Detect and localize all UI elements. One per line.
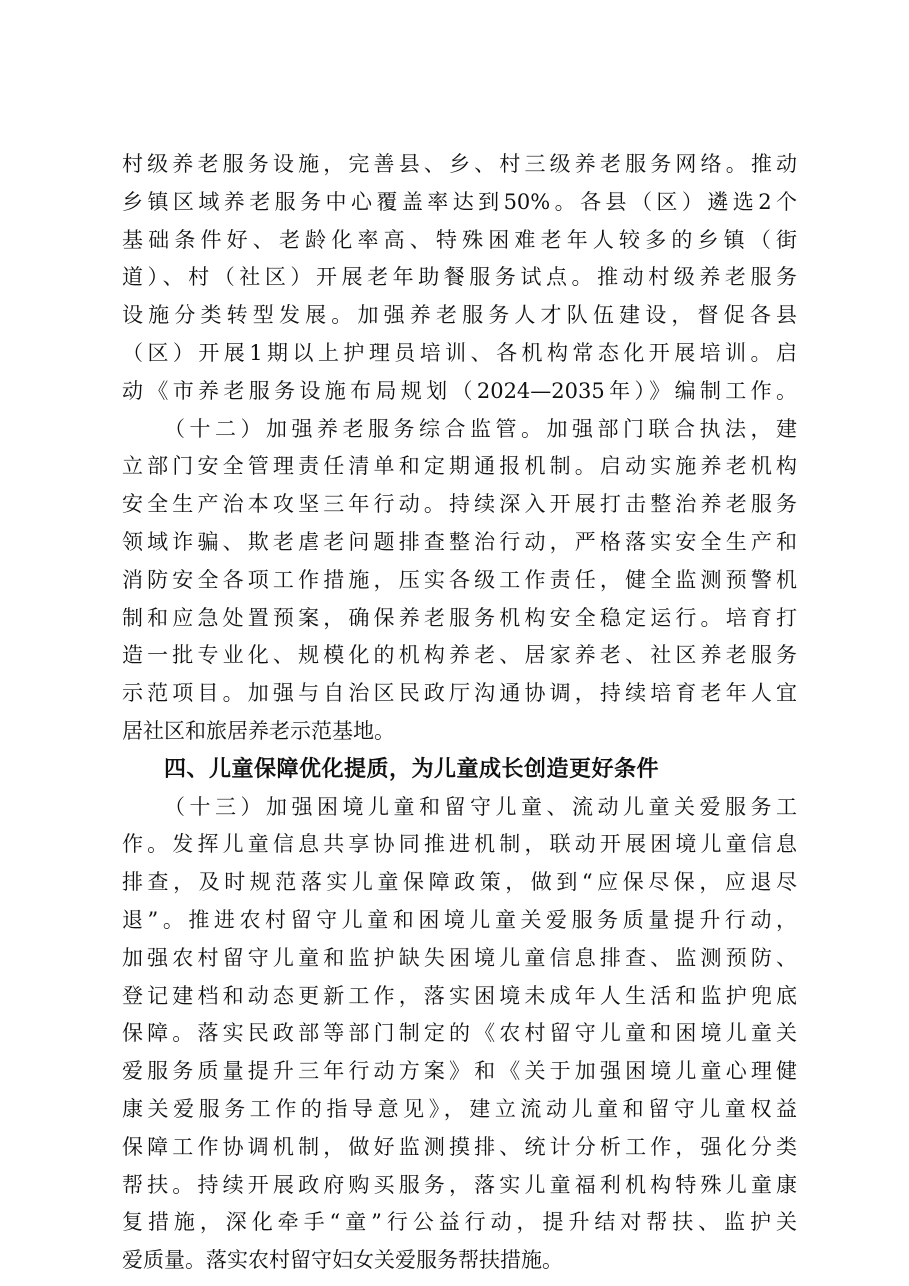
- paragraph-line: 居社区和旅居养老示范基地。: [122, 718, 395, 743]
- paragraph-line: 帮扶。持续开展政府购买服务，落实儿童福利机构特殊儿童康: [122, 1172, 797, 1197]
- paragraph-line: 安全生产治本攻坚三年行动。持续深入开展打击整治养老服务: [122, 492, 797, 517]
- paragraph-line: 村级养老服务设施，完善县、乡、村三级养老服务网络。推动: [122, 152, 797, 176]
- paragraph-line: 复措施，深化牵手“童”行公益行动，提升结对帮扶、监护关: [122, 1210, 797, 1235]
- paragraph-line: 立部门安全管理责任清单和定期通报机制。启动实施养老机构: [122, 454, 797, 479]
- paragraph-line: 造一批专业化、规模化的机构养老、居家养老、社区养老服务: [122, 643, 797, 668]
- paragraph-line: 爱服务质量提升三年行动方案》和《关于加强困境儿童心理健: [122, 1059, 797, 1084]
- paragraph-line: 基础条件好、老龄化率高、特殊困难老年人较多的乡镇（街: [122, 227, 797, 252]
- paragraph-line: 保障。落实民政部等部门制定的《农村留守儿童和困境儿童关: [122, 1021, 797, 1046]
- paragraph-line: （十三）加强困境儿童和留守儿童、流动儿童关爱服务工: [164, 794, 797, 819]
- paragraph-line: 乡镇区域养老服务中心覆盖率达到50%。各县（区）遴选2个: [122, 189, 797, 214]
- paragraph-line: 退”。推进农村留守儿童和困境儿童关爱服务质量提升行动，: [122, 907, 797, 932]
- paragraph-line: 道）、村（社区）开展老年助餐服务试点。推动村级养老服务: [122, 265, 797, 290]
- document-body: [122, 146, 797, 1280]
- paragraph-line: 康关爱服务工作的指导意见》，建立流动儿童和留守儿童权益: [122, 1096, 797, 1121]
- paragraph-line: 领域诈骗、欺老虐老问题排查整治行动，严格落实安全生产和: [122, 529, 797, 554]
- paragraph-line: 排查，及时规范落实儿童保障政策，做到“应保尽保，应退尽: [122, 870, 797, 895]
- paragraph-line: 制和应急处置预案，确保养老服务机构安全稳定运行。培育打: [122, 605, 797, 630]
- paragraph-line: （区）开展1期以上护理员培训、各机构常态化开展培训。启: [122, 340, 797, 365]
- paragraph-line: 示范项目。加强与自治区民政厅沟通协调，持续培育老年人宜: [122, 681, 797, 706]
- paragraph-line: 消防安全各项工作措施，压实各级工作责任，健全监测预警机: [122, 567, 797, 592]
- paragraph-line: 保障工作协调机制，做好监测摸排、统计分析工作，强化分类: [122, 1134, 797, 1159]
- section-heading: 四、儿童保障优化提质，为儿童成长创造更好条件: [164, 756, 660, 782]
- paragraph-line: 爱质量。落实农村留守妇女关爱服务帮扶措施。: [122, 1248, 563, 1273]
- paragraph-line: （十二）加强养老服务综合监管。加强部门联合执法，建: [164, 416, 797, 441]
- paragraph-line: 动《市养老服务设施布局规划（2024—2035年）》编制工作。: [122, 378, 797, 403]
- paragraph-line: 设施分类转型发展。加强养老服务人才队伍建设，督促各县: [122, 303, 797, 328]
- paragraph-line: 作。发挥儿童信息共享协同推进机制，联动开展困境儿童信息: [122, 832, 797, 857]
- paragraph-line: 登记建档和动态更新工作，落实困境未成年人生活和监护兜底: [122, 983, 797, 1008]
- paragraph-line: 加强农村留守儿童和监护缺失困境儿童信息排查、监测预防、: [122, 945, 797, 970]
